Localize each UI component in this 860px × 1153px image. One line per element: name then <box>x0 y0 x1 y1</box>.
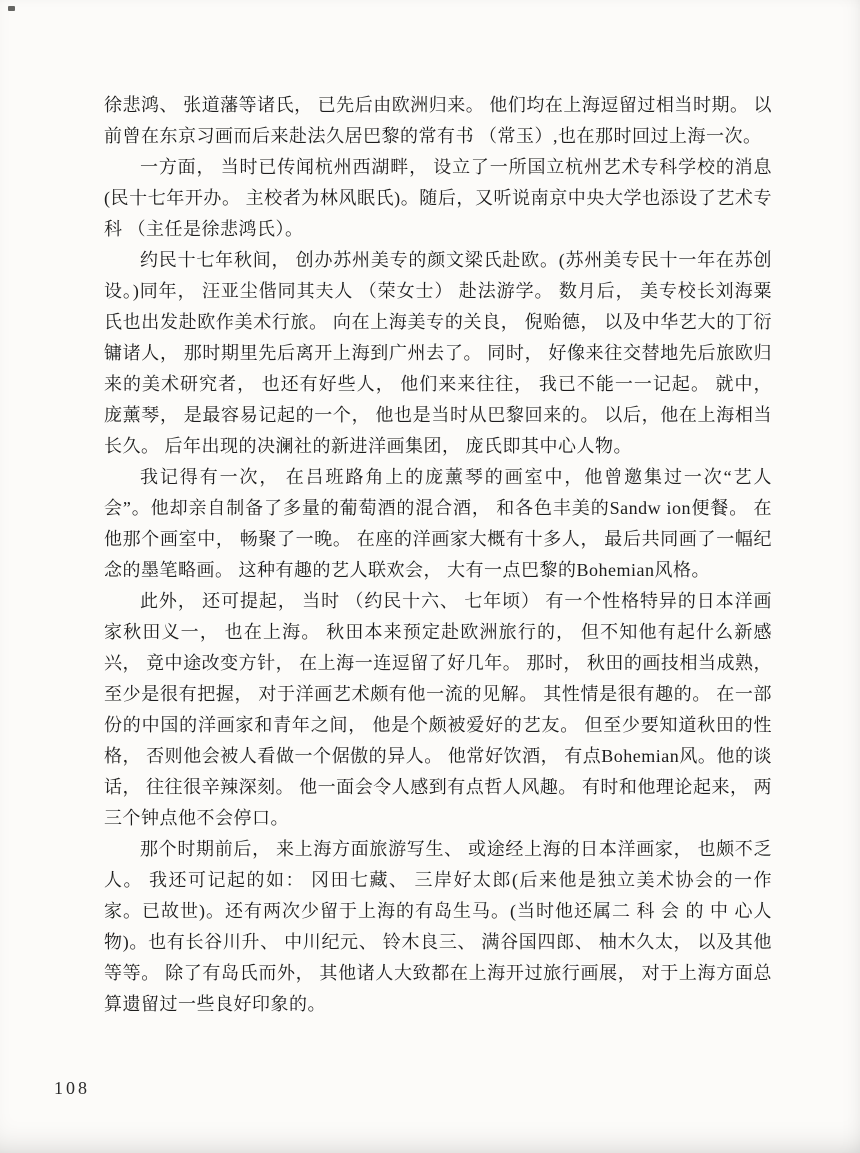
text-block <box>104 90 772 1020</box>
paragraph: 此外， 还可提起， 当时 （约民十六、 七年顷） 有一个性格特异的日本洋画家秋田义一， 也在上海。 秋田本来预定赴欧洲旅行的， 但不知他有起什么新感兴， 竟中途改变方针， 在上海一连逗留了好几年。 那时， 秋田的画技相当成熟， 至少是很有把握， 对于洋画艺术颇有他一流的见解。 其性情是很有趣的。 在一部份的中国的洋画家和青年之间， 他是个颇被爱好的艺友。 但至少要知道秋田的性格， 否则他会被人看做一个倨傲的异人。 他常好饮酒， 有点Bohemian风。他的谈话， 往往很辛辣深刻。 他一面会令人感到有点哲人风趣。 有时和他理论起来， 两三个钟点他不会停口。 <box>104 591 772 828</box>
paragraph: 一方面， 当时已传闻杭州西湖畔， 设立了一所国立杭州艺术专科学校的消息(民十七年开办。 主校者为林风眠氏)。随后，又听说南京中央大学也添设了艺术专科 （主任是徐悲鸿氏）。 <box>104 157 772 239</box>
paragraph: 徐悲鸿、 张道藩等诸氏， 已先后由欧洲归来。 他们均在上海逗留过相当时期。 以前曾在东京习画而后来赴法久居巴黎的常有书 （常玉）,也在那时回过上海一次。 <box>104 95 772 146</box>
paragraph: 那个时期前后， 来上海方面旅游写生、 或途经上海的日本洋画家， 也颇不乏人。 我还可记起的如： 冈田七藏、 三岸好太郎(后来他是独立美术协会的一作家。已故世)。还有两次少留于上海的有岛生马。(当时他还属二 科 会 的 中 心人物)。也有长谷川升、 中川纪元、 铃木良三、 满谷国四郎、 柚木久太， 以及其他等等。 除了有岛氏而外， 其他诸人大致都在上海开过旅行画展， 对于上海方面总算遗留过一些良好印象的。 <box>104 839 772 1014</box>
paragraph: 我记得有一次， 在吕班路角上的庞薰琴的画室中，他曾邀集过一次“艺人会”。他却亲自制备了多量的葡萄酒的混合酒， 和各色丰美的Sandw ion便餐。 在他那个画室中， 畅聚了一晚。 在座的洋画家大概有十多人， 最后共同画了一幅纪念的墨笔略画。 这种有趣的艺人联欢会， 大有一点巴黎的Bohemian风格。 <box>104 467 772 580</box>
paragraph: 约民十七年秋间， 创办苏州美专的颜文梁氏赴欧。(苏州美专民十一年在苏创设。)同年， 汪亚尘偕同其夫人 （荣女士） 赴法游学。 数月后， 美专校长刘海粟氏也出发赴欧作美术行旅。 向在上海美专的关良， 倪贻德， 以及中华艺大的丁衍镛诸人， 那时期里先后离开上海到广州去了。 同时， 好像来往交替地先后旅欧归来的美术研究者， 也还有好些人， 他们来来往往， 我已不能一一记起。 就中， 庞薰琴， 是最容易记起的一个， 他也是当时从巴黎回来的。 以后，他在上海相当长久。 后年出现的决澜社的新进洋画集团， 庞氏即其中心人物。 <box>104 250 772 456</box>
page-number: 108 <box>54 1078 90 1098</box>
scan-artifact <box>8 6 15 11</box>
